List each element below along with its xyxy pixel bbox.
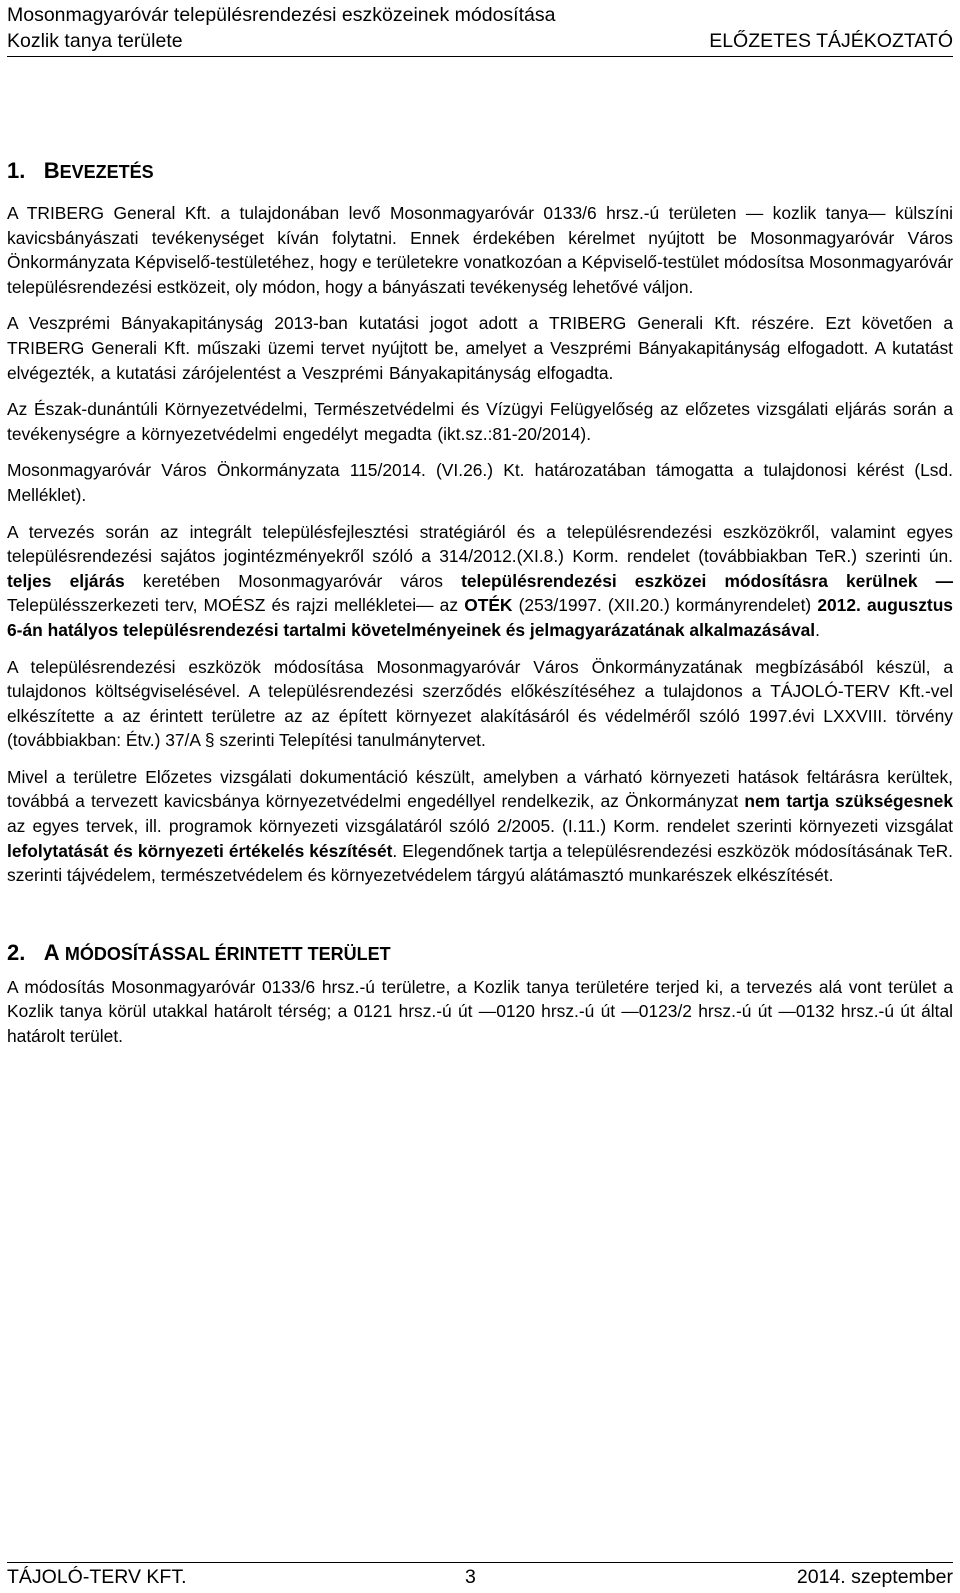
paragraph-1-3: Az Észak-dunántúli Környezetvédelmi, Természetvédelmi és Vízügyi Felügyelőség az előzetes vizsgálati eljárás során a tevékenységre a környezetvédelmi engedélyt megadta (ikt.sz.:81-20/2014).: [7, 399, 953, 444]
p5-text-e: Településszerkezeti terv, MOÉSZ és rajzi mellékletei— az: [7, 595, 465, 616]
header-title: Mosonmagyaróvár településrendezési eszközeinek módosítása: [7, 4, 556, 26]
section-1-title-initial: B: [43, 158, 60, 183]
paragraph-1-5: [7, 520, 953, 643]
section-2-number: 2.: [7, 939, 26, 965]
paragraph-1-6: A településrendezési eszközök módosítása Mosonmagyaróvár Város Önkormányzatának megbízásából készül, a tulajdonos költségviselésével. A településrendezési szerződés előkészítéséhez a tulajdonos a TÁJOLÓ-TERV Kft.-vel elkészítette a az érintett területre az az épített környezet alakításáról és védelméről szóló 1997.évi LXXVIII. törvény (továbbiakban: Étv.) 37/A § szerinti Telepítési tanulmánytervet.: [7, 656, 953, 751]
header-divider: [7, 56, 953, 57]
section-1-title-rest: EVEZETÉS: [59, 162, 154, 182]
p5-bold-b: teljes eljárás: [7, 570, 125, 591]
header-doc-type: ELŐZETES TÁJÉKOZTATÓ: [709, 30, 953, 52]
paragraph-1-7: [7, 765, 953, 888]
section-1-number: 1.: [7, 158, 26, 183]
p7-bold-b: nem tartja szükségesnek: [744, 791, 953, 812]
document-body: [7, 156, 953, 1061]
header-subtitle: Kozlik tanya területe: [7, 30, 183, 52]
paragraph-2-1: A módosítás Mosonmagyaróvár 0133/6 hrsz.-ú területre, a Kozlik tanya területére terjed ki, a tervezés alá vont terület a Kozlik tanya körül utakkal határolt térség; a 0121 hrsz.-ú út —0120 hrsz.-ú út —0123/2 hrsz.-ú út —0132 hrsz.-ú út által határolt terület.: [7, 976, 953, 1047]
p7-text-c: az egyes tervek, ill. programok környezeti vizsgálatáról szóló 2/2005. (I.11.) Korm. rendelet szerinti környezeti vizsgálat: [7, 816, 953, 837]
p7-bold-d: lefolytatását és környezeti értékelés készítését: [7, 840, 393, 861]
p5-text-g: (253/1997. (XII.20.) kormányrendelet): [512, 595, 818, 616]
footer-company: TÁJOLÓ-TERV KFT.: [7, 1566, 187, 1588]
paragraph-1-2: A Veszprémi Bányakapitányság 2013-ban kutatási jogot adott a TRIBERG Generali Kft. részére. Ezt követően a TRIBERG Generali Kft. műszaki üzemi tervet nyújtott be, amelyet a Veszprémi Bányakapitányság elfogadott. A kutatást elvégezték, a kutatási zárójelentést a Veszprémi Bányakapitányság elfogadta.: [7, 313, 953, 383]
paragraph-1-1: A TRIBERG General Kft. a tulajdonában levő Mosonmagyaróvár 0133/6 hrsz.-ú területen — kozlik tanya— külszíni kavicsbányászati tevékenységet kíván folytatni. Ennek érdekében kérelmet nyújtott be Mosonmagyaróvár Város Önkormányzata Képviselő-testületéhez, hogy e területekre vonatkozóan a Képviselő-testület módosítsa Mosonmagyaróvár településrendezési estközeit, oly módon, hogy a bányászati tevékenység lehetővé váljon.: [7, 203, 953, 297]
section-2-title-rest: MÓDOSÍTÁSSAL ÉRINTETT TERÜLET: [64, 943, 391, 964]
section-2-title-initial: A: [43, 939, 59, 965]
p5-bold-f: OTÉK: [464, 595, 513, 616]
footer-divider: [7, 1562, 953, 1563]
p5-text-i: .: [815, 619, 820, 640]
p5-bold-d: településrendezési eszközei módosításra kerülnek —: [461, 570, 954, 591]
page-footer: [7, 1564, 953, 1590]
paragraph-1-4: Mosonmagyaróvár Város Önkormányzata 115/2014. (VI.26.) Kt. határozatában támogatta a tulajdonosi kérést (Lsd. Melléklet).: [7, 460, 953, 505]
p5-text-a: A tervezés során az integrált településfejlesztési stratégiáról és a településrendezési eszközökről, valamint egyes településrendezési sajátos jogintézményekről szóló a 314/2012.(XI.8.) Korm. rendelet (továbbiakban TeR.) szerinti ún.: [7, 521, 953, 567]
footer-page-number: 3: [465, 1566, 476, 1588]
page-header: [7, 2, 953, 54]
p7-text-e: . Elegendőnek tartja a településrendezési eszközök módosításának TeR. szerinti tájvédelem, természetvédelem és környezetvédelem tárgyú alátámasztó munkarészek elkészítését.: [7, 840, 953, 886]
section-1-heading: [7, 156, 953, 187]
footer-date: 2014. szeptember: [796, 1566, 953, 1588]
section-spacer: [7, 900, 953, 938]
p7-text-a: Mivel a területre Előzetes vizsgálati dokumentáció készült, amelyben a várható környezeti hatások feltárásra kerültek, továbbá a tervezett kavicsbánya környezetvédelmi engedéllyel rendelkezik, az Önkormányzat: [7, 766, 953, 812]
section-2-heading: [7, 938, 953, 969]
p5-bold-h: 2012. augusztus 6-án hatályos településrendezési tartalmi követelményeinek és jelmagyarázatának alkalmazásával: [7, 595, 953, 640]
p5-text-c: keretében Mosonmagyaróvár város: [124, 570, 462, 591]
